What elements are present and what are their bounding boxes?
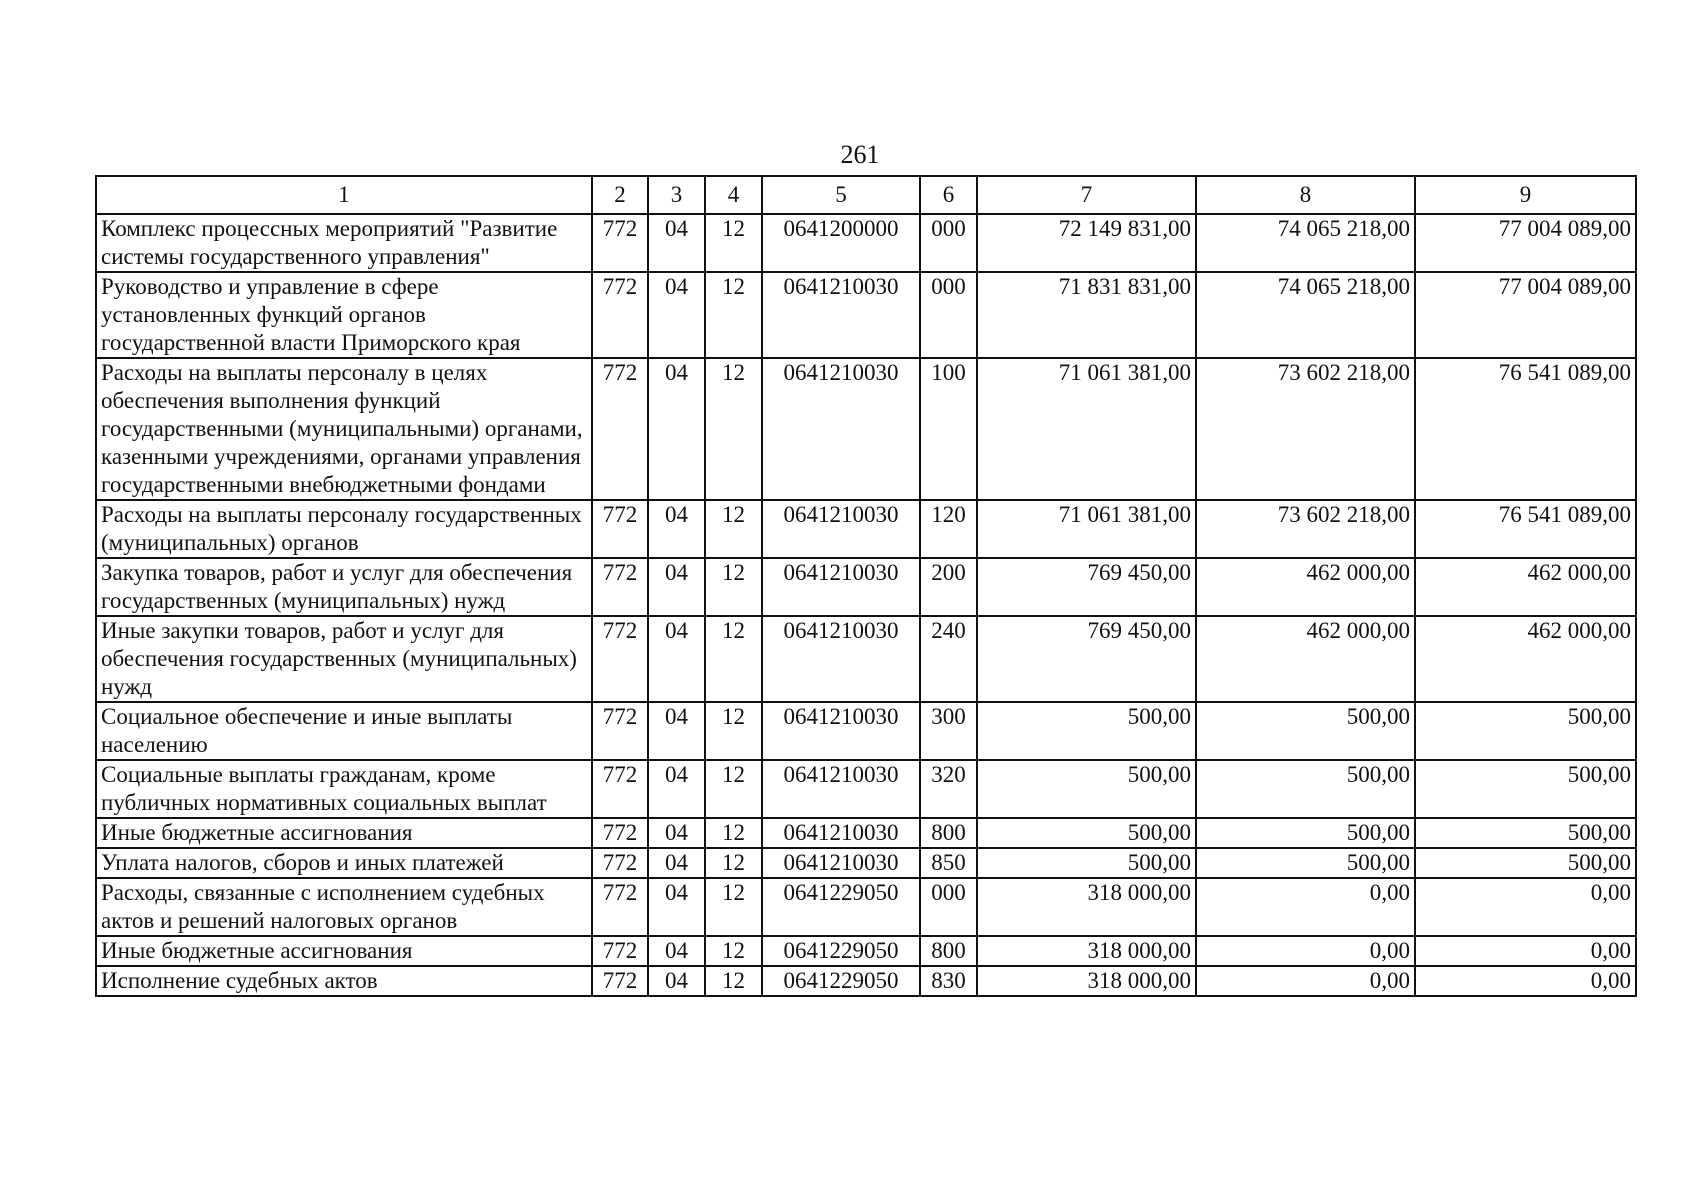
- subsection-cell: 12: [705, 818, 762, 848]
- column-header: 2: [592, 176, 648, 214]
- section-cell: 04: [648, 616, 705, 702]
- row-name-cell: Иные бюджетные ассигнования: [96, 818, 592, 848]
- subsection-cell: 12: [705, 358, 762, 500]
- amount-col9-cell: 500,00: [1415, 818, 1636, 848]
- expense-type-cell: 200: [920, 558, 977, 616]
- code-cell: 772: [592, 358, 648, 500]
- target-article-cell: 0641210030: [762, 358, 920, 500]
- subsection-cell: 12: [705, 878, 762, 936]
- amount-col8-cell: 74 065 218,00: [1196, 214, 1415, 272]
- amount-col8-cell: 74 065 218,00: [1196, 272, 1415, 358]
- target-article-cell: 0641210030: [762, 760, 920, 818]
- subsection-cell: 12: [705, 214, 762, 272]
- column-header: 6: [920, 176, 977, 214]
- code-cell: 772: [592, 214, 648, 272]
- subsection-cell: 12: [705, 966, 762, 996]
- amount-col8-cell: 500,00: [1196, 702, 1415, 760]
- subsection-cell: 12: [705, 702, 762, 760]
- amount-col9-cell: 500,00: [1415, 848, 1636, 878]
- row-name-cell: Руководство и управление в сфере установленных функций органов государственной власти Приморского края: [96, 272, 592, 358]
- code-cell: 772: [592, 966, 648, 996]
- column-header: 3: [648, 176, 705, 214]
- table-row: [96, 500, 1636, 558]
- subsection-cell: 12: [705, 500, 762, 558]
- code-cell: 772: [592, 616, 648, 702]
- budget-table: [95, 175, 1637, 997]
- amount-col7-cell: 71 061 381,00: [977, 358, 1196, 500]
- target-article-cell: 0641210030: [762, 818, 920, 848]
- section-cell: 04: [648, 558, 705, 616]
- amount-col8-cell: 462 000,00: [1196, 616, 1415, 702]
- amount-col7-cell: 318 000,00: [977, 936, 1196, 966]
- section-cell: 04: [648, 760, 705, 818]
- row-name-cell: Расходы, связанные с исполнением судебных актов и решений налоговых органов: [96, 878, 592, 936]
- code-cell: 772: [592, 848, 648, 878]
- code-cell: 772: [592, 818, 648, 848]
- amount-col7-cell: 71 831 831,00: [977, 272, 1196, 358]
- target-article-cell: 0641210030: [762, 616, 920, 702]
- row-name-cell: Социальные выплаты гражданам, кроме публичных нормативных социальных выплат: [96, 760, 592, 818]
- subsection-cell: 12: [705, 936, 762, 966]
- amount-col9-cell: 77 004 089,00: [1415, 214, 1636, 272]
- table-row: [96, 214, 1636, 272]
- expense-type-cell: 000: [920, 214, 977, 272]
- amount-col9-cell: 0,00: [1415, 966, 1636, 996]
- amount-col8-cell: 73 602 218,00: [1196, 500, 1415, 558]
- column-header: 4: [705, 176, 762, 214]
- subsection-cell: 12: [705, 760, 762, 818]
- amount-col8-cell: 0,00: [1196, 966, 1415, 996]
- table-row: [96, 966, 1636, 996]
- section-cell: 04: [648, 966, 705, 996]
- target-article-cell: 0641210030: [762, 702, 920, 760]
- amount-col7-cell: 318 000,00: [977, 878, 1196, 936]
- table-row: [96, 760, 1636, 818]
- amount-col8-cell: 462 000,00: [1196, 558, 1415, 616]
- target-article-cell: 0641200000: [762, 214, 920, 272]
- row-name-cell: Исполнение судебных актов: [96, 966, 592, 996]
- header-row: [96, 176, 1636, 214]
- target-article-cell: 0641229050: [762, 936, 920, 966]
- table-row: [96, 818, 1636, 848]
- amount-col9-cell: 76 541 089,00: [1415, 358, 1636, 500]
- column-header: 9: [1415, 176, 1636, 214]
- row-name-cell: Закупка товаров, работ и услуг для обеспечения государственных (муниципальных) нужд: [96, 558, 592, 616]
- amount-col9-cell: 462 000,00: [1415, 558, 1636, 616]
- amount-col9-cell: 76 541 089,00: [1415, 500, 1636, 558]
- expense-type-cell: 100: [920, 358, 977, 500]
- amount-col7-cell: 769 450,00: [977, 558, 1196, 616]
- amount-col9-cell: 0,00: [1415, 878, 1636, 936]
- amount-col7-cell: 500,00: [977, 702, 1196, 760]
- target-article-cell: 0641210030: [762, 848, 920, 878]
- code-cell: 772: [592, 272, 648, 358]
- column-header: 1: [96, 176, 592, 214]
- section-cell: 04: [648, 848, 705, 878]
- column-header: 7: [977, 176, 1196, 214]
- subsection-cell: 12: [705, 848, 762, 878]
- row-name-cell: Расходы на выплаты персоналу государственных (муниципальных) органов: [96, 500, 592, 558]
- section-cell: 04: [648, 818, 705, 848]
- code-cell: 772: [592, 936, 648, 966]
- amount-col7-cell: 500,00: [977, 760, 1196, 818]
- amount-col8-cell: 500,00: [1196, 848, 1415, 878]
- section-cell: 04: [648, 702, 705, 760]
- amount-col7-cell: 500,00: [977, 818, 1196, 848]
- section-cell: 04: [648, 214, 705, 272]
- row-name-cell: Расходы на выплаты персоналу в целях обеспечения выполнения функций государственными (муниципальными) органами, казенными учреждениями, органами управления государственными внебюджетными фондами: [96, 358, 592, 500]
- page-number: 261: [840, 140, 880, 169]
- section-cell: 04: [648, 272, 705, 358]
- target-article-cell: 0641229050: [762, 878, 920, 936]
- amount-col9-cell: 462 000,00: [1415, 616, 1636, 702]
- amount-col7-cell: 318 000,00: [977, 966, 1196, 996]
- amount-col8-cell: 500,00: [1196, 818, 1415, 848]
- column-header: 5: [762, 176, 920, 214]
- table-row: [96, 878, 1636, 936]
- amount-col9-cell: 0,00: [1415, 936, 1636, 966]
- amount-col8-cell: 0,00: [1196, 936, 1415, 966]
- code-cell: 772: [592, 760, 648, 818]
- code-cell: 772: [592, 702, 648, 760]
- amount-col8-cell: 500,00: [1196, 760, 1415, 818]
- row-name-cell: Социальное обеспечение и иные выплаты населению: [96, 702, 592, 760]
- expense-type-cell: 850: [920, 848, 977, 878]
- row-name-cell: Иные закупки товаров, работ и услуг для обеспечения государственных (муниципальных) нужд: [96, 616, 592, 702]
- amount-col7-cell: 500,00: [977, 848, 1196, 878]
- target-article-cell: 0641229050: [762, 966, 920, 996]
- amount-col9-cell: 77 004 089,00: [1415, 272, 1636, 358]
- code-cell: 772: [592, 878, 648, 936]
- target-article-cell: 0641210030: [762, 500, 920, 558]
- section-cell: 04: [648, 500, 705, 558]
- amount-col9-cell: 500,00: [1415, 760, 1636, 818]
- expense-type-cell: 800: [920, 936, 977, 966]
- expense-type-cell: 800: [920, 818, 977, 848]
- subsection-cell: 12: [705, 272, 762, 358]
- amount-col7-cell: 71 061 381,00: [977, 500, 1196, 558]
- row-name-cell: Комплекс процессных мероприятий "Развитие системы государственного управления": [96, 214, 592, 272]
- subsection-cell: 12: [705, 616, 762, 702]
- code-cell: 772: [592, 500, 648, 558]
- amount-col8-cell: 0,00: [1196, 878, 1415, 936]
- amount-col7-cell: 72 149 831,00: [977, 214, 1196, 272]
- amount-col7-cell: 769 450,00: [977, 616, 1196, 702]
- table-row: [96, 848, 1636, 878]
- expense-type-cell: 830: [920, 966, 977, 996]
- section-cell: 04: [648, 936, 705, 966]
- table-row: [96, 558, 1636, 616]
- table-row: [96, 936, 1636, 966]
- column-header: 8: [1196, 176, 1415, 214]
- target-article-cell: 0641210030: [762, 558, 920, 616]
- table-row: [96, 616, 1636, 702]
- table-row: [96, 358, 1636, 500]
- expense-type-cell: 320: [920, 760, 977, 818]
- amount-col9-cell: 500,00: [1415, 702, 1636, 760]
- expense-type-cell: 000: [920, 878, 977, 936]
- expense-type-cell: 120: [920, 500, 977, 558]
- section-cell: 04: [648, 358, 705, 500]
- section-cell: 04: [648, 878, 705, 936]
- subsection-cell: 12: [705, 558, 762, 616]
- expense-type-cell: 240: [920, 616, 977, 702]
- expense-type-cell: 000: [920, 272, 977, 358]
- table-row: [96, 702, 1636, 760]
- code-cell: 772: [592, 558, 648, 616]
- table-row: [96, 272, 1636, 358]
- row-name-cell: Уплата налогов, сборов и иных платежей: [96, 848, 592, 878]
- amount-col8-cell: 73 602 218,00: [1196, 358, 1415, 500]
- expense-type-cell: 300: [920, 702, 977, 760]
- row-name-cell: Иные бюджетные ассигнования: [96, 936, 592, 966]
- target-article-cell: 0641210030: [762, 272, 920, 358]
